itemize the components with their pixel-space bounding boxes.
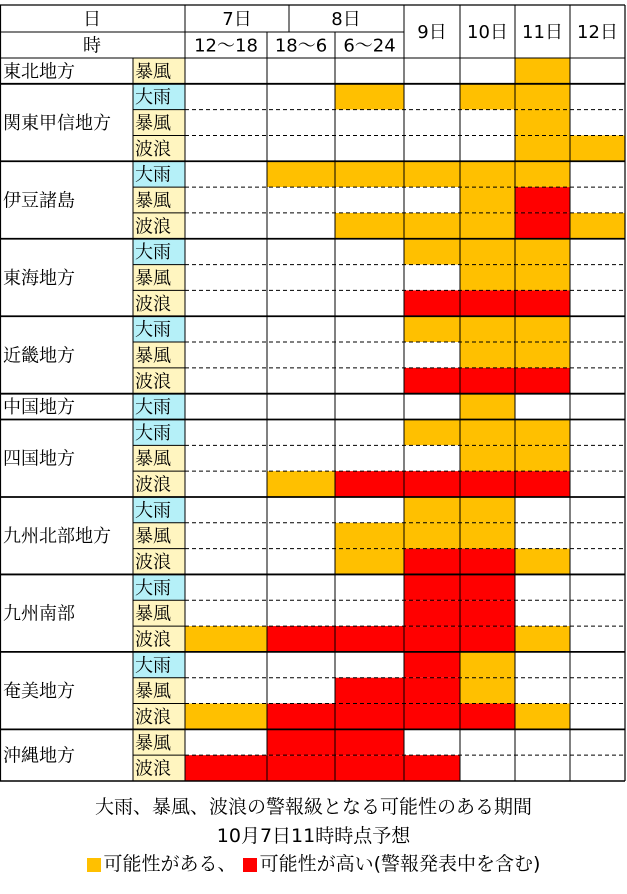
level-cell bbox=[570, 471, 625, 497]
level-cell bbox=[267, 213, 335, 239]
level-cell bbox=[185, 110, 267, 136]
level-cell bbox=[515, 678, 570, 704]
level-cell bbox=[335, 213, 404, 239]
level-cell bbox=[335, 290, 404, 316]
level-cell bbox=[267, 729, 335, 755]
level-cell bbox=[335, 523, 404, 549]
hazard-label: 大雨 bbox=[135, 500, 171, 522]
hazard-label: 波浪 bbox=[135, 371, 171, 393]
region-label: 東北地方 bbox=[3, 61, 75, 83]
level-cell bbox=[460, 213, 515, 239]
level-cell bbox=[267, 394, 335, 420]
header-day-label: 日 bbox=[83, 9, 101, 30]
level-cell bbox=[185, 678, 267, 704]
level-cell bbox=[404, 187, 460, 213]
legend-high-swatch bbox=[243, 858, 257, 872]
level-cell bbox=[185, 471, 267, 497]
level-cell bbox=[185, 368, 267, 394]
level-cell bbox=[185, 239, 267, 265]
level-cell bbox=[185, 626, 267, 652]
level-cell bbox=[460, 652, 515, 678]
level-cell bbox=[404, 626, 460, 652]
level-cell bbox=[335, 368, 404, 394]
level-cell bbox=[515, 58, 570, 84]
level-cell bbox=[570, 368, 625, 394]
level-cell bbox=[404, 471, 460, 497]
legend-possible-label: 可能性がある、 bbox=[103, 853, 237, 875]
level-cell bbox=[515, 110, 570, 136]
level-cell bbox=[460, 420, 515, 446]
level-cell bbox=[185, 523, 267, 549]
level-cell bbox=[404, 239, 460, 265]
header-day-7: 7日 bbox=[222, 9, 252, 30]
region-label: 沖縄地方 bbox=[3, 745, 75, 767]
level-cell bbox=[267, 239, 335, 265]
level-cell bbox=[267, 704, 335, 730]
header-day-8: 8日 bbox=[331, 9, 361, 30]
level-cell bbox=[515, 755, 570, 781]
level-cell bbox=[404, 316, 460, 342]
level-cell bbox=[404, 213, 460, 239]
level-cell bbox=[570, 729, 625, 755]
level-cell bbox=[404, 549, 460, 575]
level-cell bbox=[267, 368, 335, 394]
level-cell bbox=[185, 394, 267, 420]
level-cell bbox=[335, 600, 404, 626]
level-cell bbox=[267, 58, 335, 84]
level-cell bbox=[185, 420, 267, 446]
level-cell bbox=[185, 187, 267, 213]
header-period: 12～18 bbox=[194, 35, 258, 57]
level-cell bbox=[460, 549, 515, 575]
hazard-label: 大雨 bbox=[135, 422, 171, 444]
level-cell bbox=[460, 58, 515, 84]
hazard-label: 暴風 bbox=[135, 732, 171, 754]
level-cell bbox=[404, 84, 460, 110]
level-cell bbox=[404, 497, 460, 523]
level-cell bbox=[185, 704, 267, 730]
header-period: 9日 bbox=[417, 22, 447, 43]
hazard-label: 波浪 bbox=[135, 293, 171, 315]
level-cell bbox=[570, 626, 625, 652]
region-label: 関東甲信地方 bbox=[3, 113, 111, 135]
level-cell bbox=[570, 135, 625, 161]
level-cell bbox=[185, 729, 267, 755]
level-cell bbox=[404, 600, 460, 626]
caption-forecast-time: 10月7日11時時点予想 bbox=[216, 825, 411, 847]
level-cell bbox=[404, 420, 460, 446]
level-cell bbox=[515, 187, 570, 213]
level-cell bbox=[515, 135, 570, 161]
level-cell bbox=[404, 110, 460, 136]
level-cell bbox=[460, 523, 515, 549]
level-cell bbox=[460, 600, 515, 626]
level-cell bbox=[515, 84, 570, 110]
level-cell bbox=[570, 290, 625, 316]
level-cell bbox=[335, 471, 404, 497]
hazard-label: 大雨 bbox=[135, 319, 171, 341]
level-cell bbox=[185, 316, 267, 342]
hazard-label: 大雨 bbox=[135, 87, 171, 109]
level-cell bbox=[185, 161, 267, 187]
level-cell bbox=[335, 497, 404, 523]
level-cell bbox=[460, 84, 515, 110]
level-cell bbox=[515, 600, 570, 626]
level-cell bbox=[570, 652, 625, 678]
level-cell bbox=[515, 549, 570, 575]
level-cell bbox=[335, 729, 404, 755]
region-label: 伊豆諸島 bbox=[3, 190, 75, 212]
level-cell bbox=[267, 523, 335, 549]
level-cell bbox=[460, 471, 515, 497]
level-cell bbox=[515, 497, 570, 523]
level-cell bbox=[185, 755, 267, 781]
level-cell bbox=[570, 574, 625, 600]
level-cell bbox=[404, 729, 460, 755]
header-period: 11日 bbox=[522, 22, 563, 43]
level-cell bbox=[515, 445, 570, 471]
level-cell bbox=[335, 135, 404, 161]
level-cell bbox=[404, 290, 460, 316]
region-label: 九州北部地方 bbox=[3, 526, 111, 548]
level-cell bbox=[460, 755, 515, 781]
level-cell bbox=[267, 420, 335, 446]
level-cell bbox=[185, 213, 267, 239]
region-label: 近畿地方 bbox=[3, 345, 75, 367]
hazard-label: 暴風 bbox=[135, 113, 171, 135]
level-cell bbox=[460, 135, 515, 161]
level-cell bbox=[404, 58, 460, 84]
region-label: 中国地方 bbox=[3, 397, 75, 419]
legend bbox=[0, 849, 627, 876]
level-cell bbox=[460, 161, 515, 187]
header-period: 10日 bbox=[467, 22, 508, 43]
level-cell bbox=[267, 84, 335, 110]
level-cell bbox=[570, 239, 625, 265]
header-period: 6～24 bbox=[343, 35, 396, 57]
level-cell bbox=[460, 239, 515, 265]
level-cell bbox=[570, 678, 625, 704]
header-period: 12日 bbox=[577, 22, 618, 43]
level-cell bbox=[335, 58, 404, 84]
level-cell bbox=[404, 755, 460, 781]
hazard-label: 暴風 bbox=[135, 267, 171, 289]
level-cell bbox=[404, 523, 460, 549]
level-cell bbox=[460, 316, 515, 342]
level-cell bbox=[460, 187, 515, 213]
level-cell bbox=[515, 239, 570, 265]
level-cell bbox=[515, 161, 570, 187]
level-cell bbox=[335, 678, 404, 704]
level-cell bbox=[267, 110, 335, 136]
level-cell bbox=[335, 84, 404, 110]
level-cell bbox=[335, 626, 404, 652]
hazard-label: 大雨 bbox=[135, 655, 171, 677]
level-cell bbox=[570, 161, 625, 187]
level-cell bbox=[570, 600, 625, 626]
level-cell bbox=[404, 394, 460, 420]
level-cell bbox=[404, 678, 460, 704]
level-cell bbox=[515, 265, 570, 291]
level-cell bbox=[460, 394, 515, 420]
level-cell bbox=[185, 574, 267, 600]
hazard-label: 波浪 bbox=[135, 552, 171, 574]
hazard-label: 暴風 bbox=[135, 448, 171, 470]
level-cell bbox=[515, 420, 570, 446]
level-cell bbox=[404, 574, 460, 600]
level-cell bbox=[185, 84, 267, 110]
level-cell bbox=[570, 58, 625, 84]
level-cell bbox=[404, 135, 460, 161]
level-cell bbox=[570, 342, 625, 368]
hazard-label: 暴風 bbox=[135, 526, 171, 548]
level-cell bbox=[185, 58, 267, 84]
level-cell bbox=[185, 135, 267, 161]
level-cell bbox=[267, 290, 335, 316]
hazard-label: 波浪 bbox=[135, 706, 171, 728]
hazard-label: 大雨 bbox=[135, 242, 171, 264]
level-cell bbox=[570, 394, 625, 420]
level-cell bbox=[570, 110, 625, 136]
level-cell bbox=[515, 316, 570, 342]
level-cell bbox=[515, 574, 570, 600]
level-cell bbox=[460, 626, 515, 652]
level-cell bbox=[460, 729, 515, 755]
level-cell bbox=[570, 497, 625, 523]
level-cell bbox=[570, 316, 625, 342]
hazard-label: 波浪 bbox=[135, 138, 171, 160]
region-label: 東海地方 bbox=[3, 267, 75, 289]
hazard-label: 大雨 bbox=[135, 577, 171, 599]
hazard-label: 波浪 bbox=[135, 474, 171, 496]
level-cell bbox=[570, 549, 625, 575]
caption-title: 大雨、暴風、波浪の警報級となる可能性のある期間 bbox=[94, 796, 532, 818]
level-cell bbox=[185, 549, 267, 575]
level-cell bbox=[570, 445, 625, 471]
level-cell bbox=[335, 755, 404, 781]
level-cell bbox=[185, 445, 267, 471]
level-cell bbox=[335, 549, 404, 575]
hazard-label: 暴風 bbox=[135, 190, 171, 212]
level-cell bbox=[570, 755, 625, 781]
level-cell bbox=[460, 574, 515, 600]
level-cell bbox=[515, 368, 570, 394]
level-cell bbox=[335, 704, 404, 730]
level-cell bbox=[267, 678, 335, 704]
level-cell bbox=[515, 342, 570, 368]
level-cell bbox=[335, 652, 404, 678]
level-cell bbox=[335, 265, 404, 291]
level-cell bbox=[267, 342, 335, 368]
level-cell bbox=[460, 368, 515, 394]
level-cell bbox=[267, 549, 335, 575]
level-cell bbox=[570, 523, 625, 549]
level-cell bbox=[570, 84, 625, 110]
level-cell bbox=[515, 729, 570, 755]
level-cell bbox=[570, 704, 625, 730]
level-cell bbox=[460, 445, 515, 471]
level-cell bbox=[185, 600, 267, 626]
level-cell bbox=[404, 342, 460, 368]
region-label: 奄美地方 bbox=[3, 681, 75, 703]
level-cell bbox=[267, 187, 335, 213]
level-cell bbox=[404, 161, 460, 187]
hazard-label: 大雨 bbox=[135, 397, 171, 419]
hazard-label: 波浪 bbox=[135, 629, 171, 651]
level-cell bbox=[185, 652, 267, 678]
level-cell bbox=[404, 445, 460, 471]
level-cell bbox=[267, 135, 335, 161]
level-cell bbox=[185, 290, 267, 316]
level-cell bbox=[460, 290, 515, 316]
level-cell bbox=[335, 420, 404, 446]
level-cell bbox=[404, 265, 460, 291]
level-cell bbox=[515, 471, 570, 497]
region-label: 四国地方 bbox=[3, 448, 75, 470]
level-cell bbox=[267, 316, 335, 342]
level-cell bbox=[404, 652, 460, 678]
hazard-label: 暴風 bbox=[135, 681, 171, 703]
level-cell bbox=[460, 704, 515, 730]
level-cell bbox=[460, 342, 515, 368]
level-cell bbox=[515, 704, 570, 730]
hazard-label: 暴風 bbox=[135, 603, 171, 625]
level-cell bbox=[570, 265, 625, 291]
hazard-label: 大雨 bbox=[135, 164, 171, 186]
level-cell bbox=[515, 523, 570, 549]
level-cell bbox=[335, 110, 404, 136]
level-cell bbox=[335, 342, 404, 368]
level-cell bbox=[515, 290, 570, 316]
hazard-label: 暴風 bbox=[135, 345, 171, 367]
level-cell bbox=[460, 497, 515, 523]
level-cell bbox=[267, 445, 335, 471]
hazard-label: 暴風 bbox=[135, 61, 171, 83]
level-cell bbox=[267, 626, 335, 652]
legend-possible-swatch bbox=[87, 858, 101, 872]
level-cell bbox=[335, 316, 404, 342]
level-cell bbox=[570, 187, 625, 213]
level-cell bbox=[460, 678, 515, 704]
level-cell bbox=[335, 445, 404, 471]
region-label: 九州南部 bbox=[3, 603, 75, 625]
level-cell bbox=[335, 161, 404, 187]
level-cell bbox=[267, 574, 335, 600]
level-cell bbox=[404, 704, 460, 730]
hazard-label: 波浪 bbox=[135, 758, 171, 780]
level-cell bbox=[267, 497, 335, 523]
level-cell bbox=[515, 652, 570, 678]
header-time-label: 時 bbox=[83, 35, 101, 57]
level-cell bbox=[185, 265, 267, 291]
level-cell bbox=[460, 110, 515, 136]
legend-high-label: 可能性が高い(警報発表中を含む) bbox=[259, 853, 541, 875]
level-cell bbox=[570, 420, 625, 446]
level-cell bbox=[460, 265, 515, 291]
level-cell bbox=[335, 239, 404, 265]
level-cell bbox=[267, 161, 335, 187]
level-cell bbox=[267, 265, 335, 291]
level-cell bbox=[335, 187, 404, 213]
level-cell bbox=[335, 574, 404, 600]
level-cell bbox=[570, 213, 625, 239]
level-cell bbox=[267, 471, 335, 497]
level-cell bbox=[404, 368, 460, 394]
level-cell bbox=[335, 394, 404, 420]
hazard-label: 波浪 bbox=[135, 216, 171, 238]
level-cell bbox=[185, 342, 267, 368]
level-cell bbox=[515, 626, 570, 652]
level-cell bbox=[515, 394, 570, 420]
level-cell bbox=[515, 213, 570, 239]
header-period: 18～6 bbox=[274, 35, 328, 57]
level-cell bbox=[185, 497, 267, 523]
level-cell bbox=[267, 755, 335, 781]
level-cell bbox=[267, 652, 335, 678]
level-cell bbox=[267, 600, 335, 626]
